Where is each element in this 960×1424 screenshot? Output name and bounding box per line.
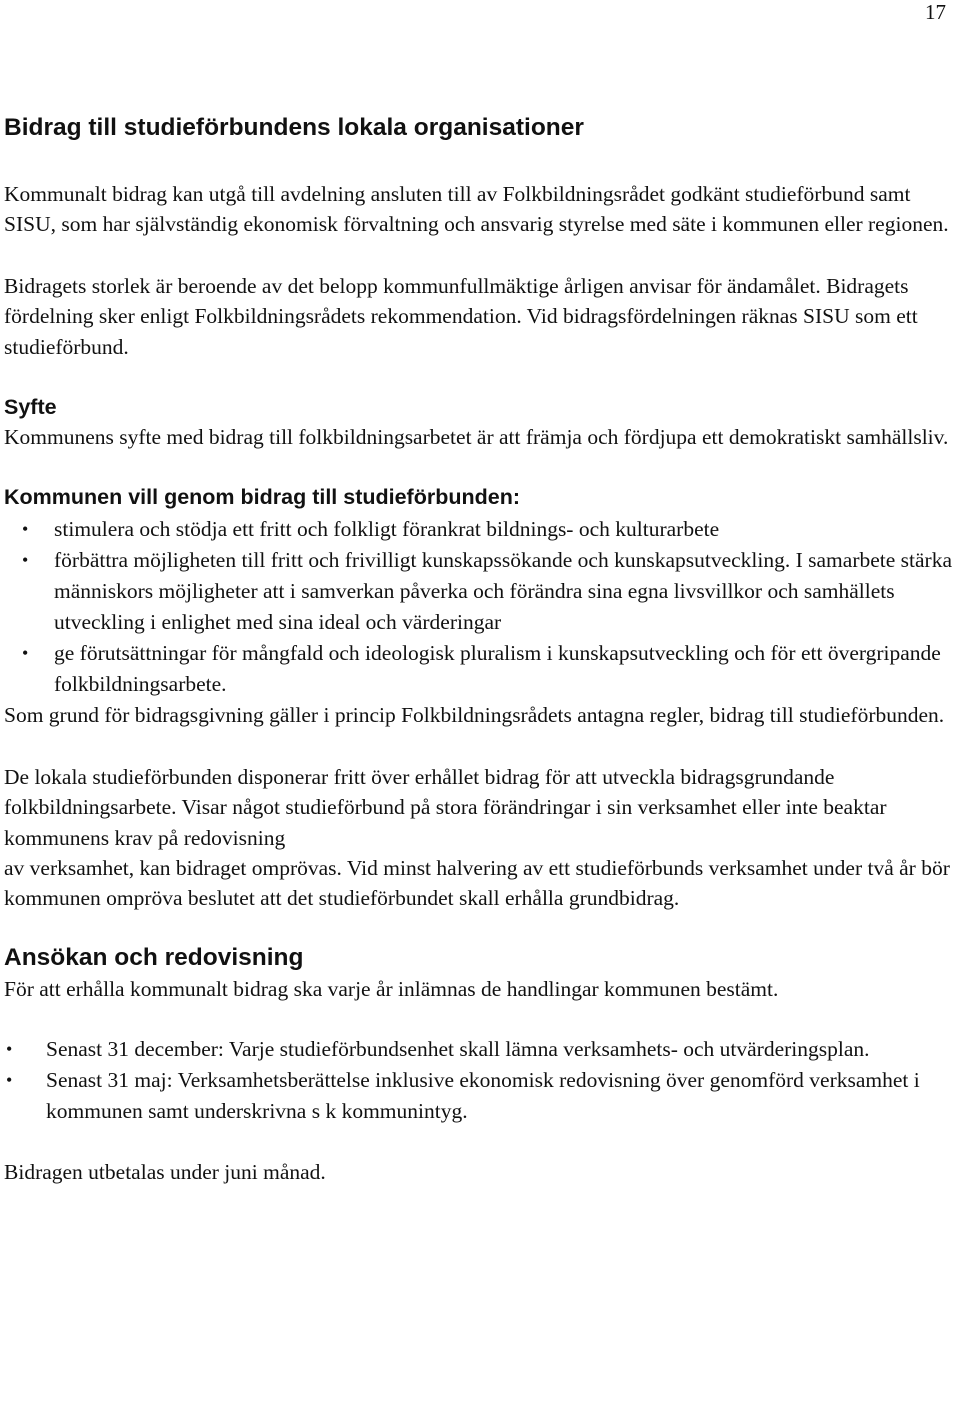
list-item [4, 514, 956, 545]
list-item-text: Senast 31 december: Varje studieförbundsenhet skall lämna verksamhets- och utvärderingsplan. [46, 1037, 870, 1062]
syfte-heading: Syfte [4, 395, 57, 420]
kommunen-goals-list [4, 514, 956, 700]
list-item-text: ge förutsättningar för mångfald och ideologisk pluralism i kunskapsutveckling och för ett övergripande folkbildningsarbete. [54, 641, 941, 697]
bullet-icon: • [6, 1070, 13, 1091]
ansokan-deadlines-list [4, 1034, 956, 1127]
bullet-icon: • [22, 643, 29, 664]
syfte-text: Kommunens syfte med bidrag till folkbildningsarbetet är att främja och fördjupa ett demokratiskt samhällsliv. [4, 425, 949, 450]
closing-text: Bidragen utbetalas under juni månad. [4, 1160, 326, 1185]
lokala-paragraph-part-1: De lokala studieförbunden disponerar fritt över erhållet bidrag för att utveckla bidragsgrundande folkbildningsarbete. Visar något studieförbund på stora förändringar i sin verksamhet eller inte beaktar kommunens krav på redovisning [4, 764, 887, 850]
bullet-icon: • [6, 1039, 13, 1060]
list-item [4, 545, 956, 638]
bullet-icon: • [22, 519, 29, 540]
ansokan-text: För att erhålla kommunalt bidrag ska varje år inlämnas de handlingar kommunen bestämt. [4, 976, 779, 1001]
page-title: Bidrag till studieförbundens lokala organisationer [4, 114, 584, 141]
intro-paragraph-1: Kommunalt bidrag kan utgå till avdelning ansluten till av Folkbildningsrådet godkänt studieförbund samt SISU, som har självständig ekonomisk förvaltning och ansvarig styrelse med säte i kommunen eller regionen. [4, 182, 949, 237]
grund-paragraph: Som grund för bidragsgivning gäller i princip Folkbildningsrådets antagna regler, bidrag till studieförbunden. [4, 703, 945, 728]
kommunen-heading: Kommunen vill genom bidrag till studieförbunden: [4, 485, 520, 510]
list-item-text: stimulera och stödja ett fritt och folkligt förankrat bildnings- och kulturarbete [54, 517, 720, 542]
list-item-text: Senast 31 maj: Verksamhetsberättelse inklusive ekonomisk redovisning över genomförd verksamhet i kommunen samt underskrivna s k kommunintyg. [46, 1068, 920, 1124]
list-item [4, 1065, 956, 1127]
list-item [4, 1034, 956, 1065]
lokala-paragraph-part-2: av verksamhet, kan bidraget omprövas. Vid minst halvering av ett studieförbunds verksamhet under två år bör kommunen ompröva beslutet att det studieförbundet skall erhålla grundbidrag. [4, 856, 950, 911]
list-item [4, 638, 956, 700]
list-item-text: förbättra möjligheten till fritt och frivilligt kunskapssökande och kunskapsutveckling. I samarbete stärka människors möjligheter att i samverkan påverka och förändra sina egna livsvillkor och samhällets utveckling i enlighet med sina ideal och värderingar [54, 548, 952, 635]
intro-paragraph-2: Bidragets storlek är beroende av det belopp kommunfullmäktige årligen anvisar för ändamålet. Bidragets fördelning sker enligt Folkbildningsrådets rekommendation. Vid bidragsfördelningen räknas SISU som ett studieförbund. [4, 273, 918, 359]
page-number: 17 [925, 0, 946, 24]
ansokan-heading: Ansökan och redovisning [4, 943, 304, 971]
bullet-icon: • [22, 550, 29, 571]
document-body [4, 110, 956, 1188]
